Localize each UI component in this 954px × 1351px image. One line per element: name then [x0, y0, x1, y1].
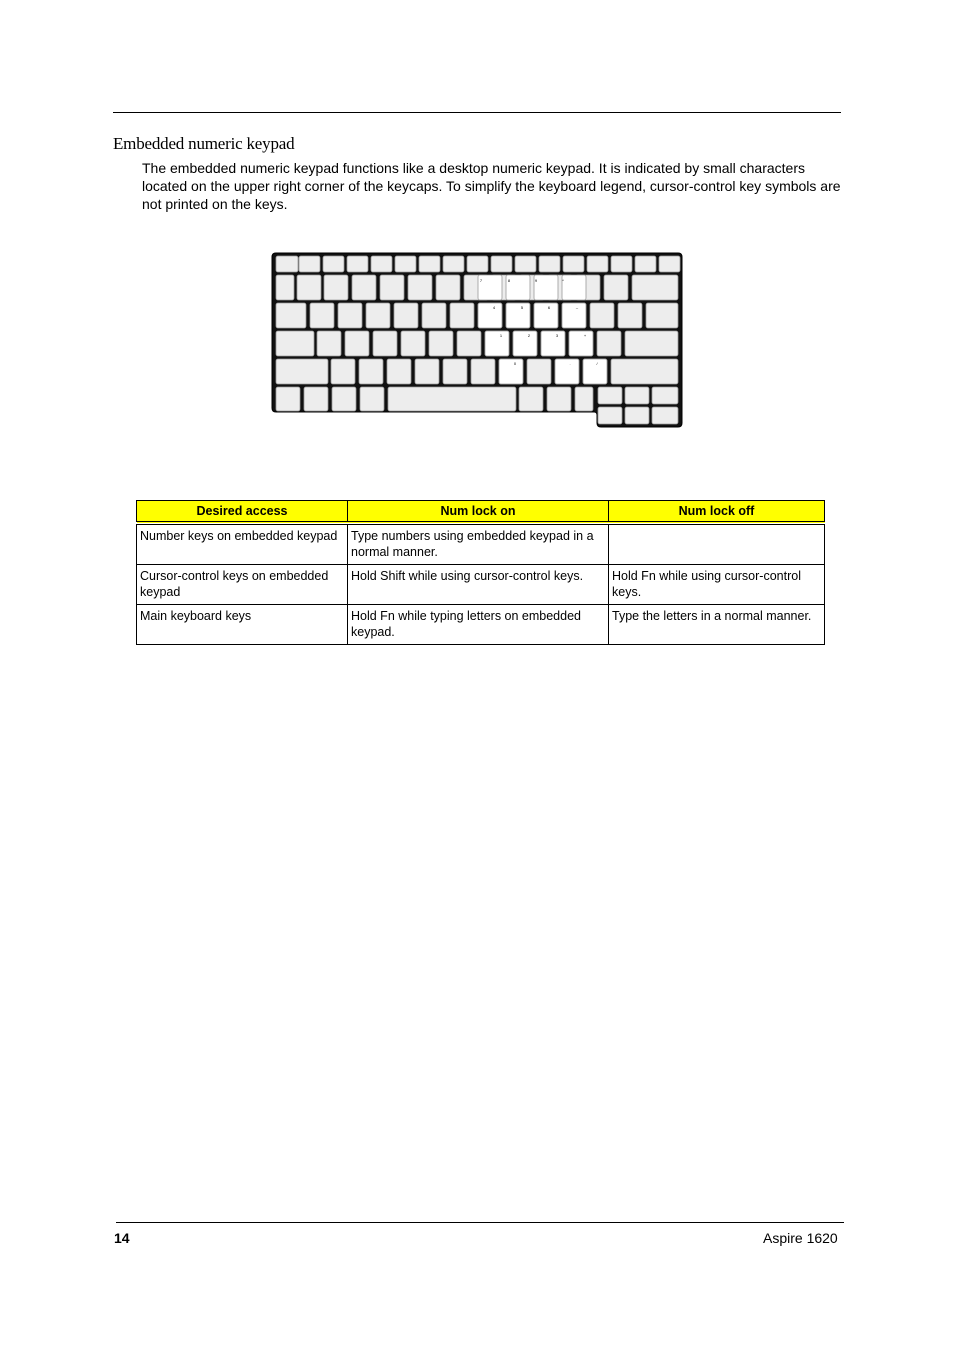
- header-num-lock-off: Num lock off: [609, 501, 825, 524]
- keycap: [515, 256, 536, 272]
- keycap: [276, 303, 306, 328]
- keycap: [598, 407, 622, 424]
- table-row: [137, 565, 825, 605]
- keycap: [338, 303, 362, 328]
- table-cell: Hold Fn while using cursor-control keys.: [609, 565, 825, 605]
- legend-plus: +: [583, 333, 587, 338]
- keycap: [527, 359, 551, 384]
- keycap: [401, 331, 425, 356]
- keycap: [387, 359, 411, 384]
- keycap: [395, 256, 416, 272]
- top-rule: [113, 112, 841, 113]
- legend-slash: /: [596, 361, 598, 366]
- keyboard-diagram: [271, 252, 683, 430]
- keycap: [304, 387, 328, 411]
- keycap: [598, 387, 622, 404]
- keycap: [652, 387, 678, 404]
- keycap: [632, 275, 678, 300]
- keycap: [575, 387, 593, 411]
- footer-rule: [116, 1222, 844, 1223]
- keycap: [331, 359, 355, 384]
- legend-2: 2: [527, 333, 531, 338]
- legend-asterisk: *: [562, 278, 564, 283]
- keycap: [652, 407, 678, 424]
- keycap: [310, 303, 334, 328]
- table-header-row: [137, 501, 825, 524]
- legend-5: 5: [520, 305, 524, 310]
- keycap: [408, 275, 432, 300]
- keycap: [371, 256, 392, 272]
- keycap: [429, 331, 453, 356]
- keycap: [491, 256, 512, 272]
- legend-7: 7: [479, 278, 483, 283]
- keycap: [297, 275, 321, 300]
- keypad-keycap: [562, 303, 586, 328]
- keycap: [590, 303, 614, 328]
- keycap: [422, 303, 446, 328]
- keypad-keycap: [583, 359, 607, 384]
- table-row: [137, 605, 825, 645]
- keycap: [625, 407, 649, 424]
- keycap: [359, 359, 383, 384]
- keycap: [436, 275, 460, 300]
- legend-6: 6: [547, 305, 551, 310]
- keycap: [332, 387, 356, 411]
- keycap: [352, 275, 376, 300]
- keycap: [323, 256, 344, 272]
- keycap: [347, 256, 368, 272]
- keypad-keycap: [534, 275, 558, 300]
- keycap: [611, 256, 632, 272]
- table-cell: Cursor-control keys on embedded keypad: [137, 565, 348, 605]
- keypad-keycap: [569, 331, 593, 356]
- keycap: [388, 387, 516, 411]
- keycap: [324, 275, 348, 300]
- access-table: [136, 500, 825, 645]
- keypad-keycap: [485, 331, 509, 356]
- keycap: [276, 359, 328, 384]
- header-desired-access: Desired access: [137, 501, 348, 524]
- table-cell: Hold Fn while typing letters on embedded keypad.: [348, 605, 609, 645]
- keycap: [276, 331, 314, 356]
- keycap: [317, 331, 341, 356]
- keypad-keycap: [478, 303, 502, 328]
- keycap: [457, 331, 481, 356]
- keycap: [604, 275, 628, 300]
- keycap: [443, 256, 464, 272]
- keycap: [587, 256, 608, 272]
- table-cell: Main keyboard keys: [137, 605, 348, 645]
- section-title: Embedded numeric keypad: [113, 134, 295, 153]
- keycap: [625, 331, 678, 356]
- intro-paragraph: The embedded numeric keypad functions like a desktop numeric keypad. It is indicated by small characters located on the upper right corner of the keycaps. To simplify the keyboard legend, cursor-control key symbols are not printed on the keys.: [142, 160, 841, 212]
- keycap: [345, 331, 369, 356]
- table-row: [137, 523, 825, 565]
- table-cell: Type numbers using embedded keypad in a normal manner.: [348, 523, 609, 565]
- keycap: [450, 303, 474, 328]
- keycap: [366, 303, 390, 328]
- keycap: [360, 387, 384, 411]
- keypad-keycap: [541, 331, 565, 356]
- keypad-keycap: [555, 359, 579, 384]
- keycap: [299, 256, 320, 272]
- keycap: [380, 275, 404, 300]
- keypad-keycap: [562, 275, 586, 300]
- keycap: [419, 256, 440, 272]
- legend-4: 4: [492, 305, 496, 310]
- keypad-keycap: [506, 303, 530, 328]
- table-cell: Type the letters in a normal manner.: [609, 605, 825, 645]
- keycap: [547, 387, 571, 411]
- keycap: [471, 359, 495, 384]
- keycap: [625, 387, 649, 404]
- legend-0: 0: [513, 361, 517, 366]
- keypad-keycap: [513, 331, 537, 356]
- legend-9: 9: [534, 278, 538, 283]
- keycap: [618, 303, 642, 328]
- keycap: [539, 256, 560, 272]
- legend-minus: –: [575, 305, 579, 310]
- keycap: [646, 303, 678, 328]
- keypad-keycap: [499, 359, 523, 384]
- keycap: [276, 256, 298, 272]
- keycap: [415, 359, 439, 384]
- header-num-lock-on: Num lock on: [348, 501, 609, 524]
- keycap: [519, 387, 543, 411]
- keycap: [394, 303, 418, 328]
- keycap: [467, 256, 488, 272]
- table-cell: Number keys on embedded keypad: [137, 523, 348, 565]
- product-name: Aspire 1620: [763, 1230, 838, 1246]
- keycap: [373, 331, 397, 356]
- keycap: [597, 331, 621, 356]
- table-cell: [609, 523, 825, 565]
- keycap: [635, 256, 656, 272]
- keycap: [563, 256, 584, 272]
- keycap: [443, 359, 467, 384]
- legend-period: .: [569, 361, 571, 366]
- keycap: [276, 387, 300, 411]
- table-cell: Hold Shift while using cursor-control keys.: [348, 565, 609, 605]
- keycap: [276, 275, 294, 300]
- keycap: [611, 359, 678, 384]
- keycap: [659, 256, 680, 272]
- keys-layer: [276, 256, 680, 424]
- legend-8: 8: [507, 278, 511, 283]
- legend-1: 1: [499, 333, 503, 338]
- keypad-keycap: [534, 303, 558, 328]
- page-number: 14: [114, 1230, 130, 1246]
- legend-3: 3: [555, 333, 559, 338]
